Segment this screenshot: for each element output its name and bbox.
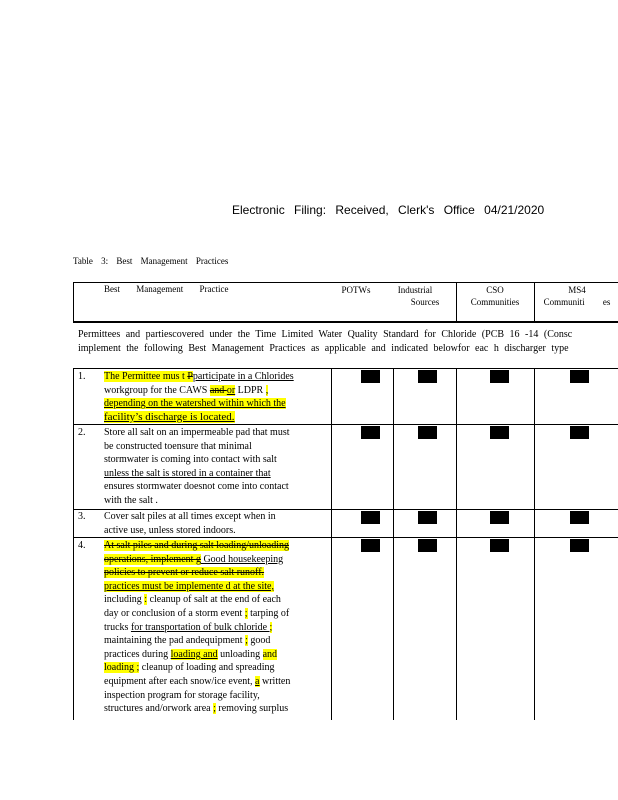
table-header-bottom-border bbox=[73, 321, 618, 323]
column-header-ms4-line1: MS4 bbox=[568, 285, 586, 295]
row-3-ms4-mark bbox=[570, 511, 589, 524]
row-4-cso-mark bbox=[490, 539, 509, 552]
row-4-line-5b: : bbox=[144, 594, 148, 606]
row-2-line-5: ensures stormwater doesnot come into contact bbox=[104, 481, 289, 493]
row-2-number: 2. bbox=[78, 427, 86, 438]
row-1-line-1a: The Permittee mus t bbox=[104, 371, 188, 382]
row-2-line-4: unless the salt is stored in a container that bbox=[104, 467, 271, 479]
row-4-line-2c: Good housekeeping bbox=[200, 553, 284, 565]
row-4-line-13a: structures and/orwork area bbox=[104, 703, 214, 715]
row-2-cso-mark bbox=[490, 426, 509, 439]
column-header-potws: POTWs bbox=[341, 285, 371, 295]
row-2-potws-mark bbox=[361, 426, 380, 439]
row-4-line-12: inspection program for storage facility, bbox=[104, 689, 260, 701]
row-4-line-5a: including bbox=[104, 594, 145, 606]
table-top-border bbox=[73, 282, 618, 283]
row-2-line-6: with the salt . bbox=[104, 494, 158, 506]
row-1-line-2d: LDPR bbox=[235, 384, 266, 396]
row-4-line-11: equipment after each snow/ice event, bbox=[104, 675, 256, 687]
column-header-industrial bbox=[385, 284, 445, 308]
body-left-border bbox=[73, 368, 74, 720]
row-4-ms4-mark bbox=[570, 539, 589, 552]
column-header-ms4-line2: Communiti es bbox=[543, 297, 611, 307]
body-divider-potws bbox=[393, 368, 394, 720]
row-2-line-3: stormwater is coming into contact with salt bbox=[104, 454, 277, 466]
row-4-line-1: At salt piles and during salt loading/unloading bbox=[104, 540, 289, 551]
column-header-industrial-line1: Industrial bbox=[397, 285, 433, 295]
row-3-potws-mark bbox=[361, 511, 380, 524]
row-4-line-9c: unloading bbox=[217, 648, 263, 660]
table-left-border bbox=[73, 282, 74, 322]
row-4-line-2a: operations, implement bbox=[104, 553, 196, 565]
row-3-cso-mark bbox=[490, 511, 509, 524]
body-divider-text bbox=[331, 368, 332, 720]
row-3-number: 3. bbox=[78, 511, 86, 522]
row-4-potws-mark bbox=[361, 539, 380, 552]
intro-line-1: Permittees and partiescovered under the Time Limited Water Quality Standard for Chloride (PCB 16 -14 (Consc bbox=[78, 329, 573, 340]
row-1-line-4: facility’s discharge is located. bbox=[104, 410, 235, 423]
row-2-industrial-mark bbox=[418, 426, 437, 439]
body-divider-industrial bbox=[456, 368, 457, 720]
row-4-line-2b: g bbox=[195, 553, 201, 565]
row-4-line-7a: trucks bbox=[104, 621, 131, 633]
row-4-line-6c: tarping of bbox=[247, 607, 290, 619]
row-1-number: 1. bbox=[78, 371, 86, 382]
row-4-line-11c: written bbox=[259, 675, 291, 687]
electronic-filing-header: Electronic Filing: Received, Clerk's Office 04/21/2020 bbox=[232, 203, 545, 217]
column-header-bmp: Best Management Practice bbox=[104, 284, 229, 294]
row-2-text bbox=[104, 426, 326, 508]
row-4-line-3: policies to prevent or reduce salt runoff. bbox=[104, 567, 265, 579]
intro-bottom-border bbox=[73, 368, 618, 369]
row-1-potws-mark bbox=[361, 370, 380, 383]
body-divider-cso bbox=[534, 368, 535, 720]
column-header-cso bbox=[458, 284, 532, 308]
row-4-line-7b: for transportation of bulk chloride bbox=[130, 621, 270, 633]
column-header-industrial-line2: Sources bbox=[410, 297, 440, 307]
col-divider-1 bbox=[456, 282, 457, 322]
row-1-cso-mark bbox=[490, 370, 509, 383]
row-3-text bbox=[104, 510, 326, 537]
intro-line-2: implement the following Best Management Practices as applicable and indicated belowfor eac h discharger type bbox=[78, 343, 569, 354]
row-4-line-10b: ; bbox=[136, 662, 140, 674]
row-1-line-2e: , bbox=[265, 384, 269, 396]
row-4-line-10c: cleanup of loading and spreading bbox=[139, 662, 275, 674]
column-header-cso-line2: Communities bbox=[470, 297, 520, 307]
row-4-line-9b: loading and bbox=[170, 648, 218, 660]
row-1-ms4-mark bbox=[570, 370, 589, 383]
row-4-line-4: practices must be implemente d at the site, bbox=[104, 580, 274, 592]
row-4-line-10a: loading bbox=[104, 662, 137, 674]
row-1-industrial-mark bbox=[418, 370, 437, 383]
row-4-line-5c: cleanup of salt at the end of each bbox=[147, 594, 281, 606]
row-4-line-6b: ; bbox=[244, 607, 248, 619]
row-4-line-13c: removing surplus bbox=[215, 703, 289, 715]
col-divider-2 bbox=[534, 282, 535, 322]
row-1-line-2b: and bbox=[209, 384, 227, 396]
row-1-line-1c: participate in a Chlorides bbox=[192, 371, 294, 382]
row-4-text bbox=[104, 539, 326, 716]
row-4-line-6a: day or conclusion of a storm event bbox=[104, 607, 245, 619]
intro-paragraph bbox=[78, 328, 618, 356]
row-3-line-1: Cover salt piles at all times except when in bbox=[104, 511, 276, 522]
row-2-ms4-mark bbox=[570, 426, 589, 439]
row-4-line-8c: good bbox=[247, 635, 271, 647]
row-4-industrial-mark bbox=[418, 539, 437, 552]
row-4-number: 4. bbox=[78, 540, 86, 551]
row-4-line-7c: ; bbox=[269, 621, 273, 633]
row-3-industrial-mark bbox=[418, 511, 437, 524]
row-1-line-3: depending on the watershed within which the bbox=[104, 398, 286, 410]
row-2-line-2: be constructed toensure that minimal bbox=[104, 440, 252, 452]
row-1-line-1b: P bbox=[187, 371, 193, 382]
column-header-ms4 bbox=[536, 284, 618, 308]
row-4-line-11b: a bbox=[255, 675, 260, 687]
row-4-line-9d: and bbox=[262, 648, 278, 660]
table-caption: Table 3: Best Management Practices bbox=[73, 256, 229, 266]
row-3-line-2: active use, unless stored indoors. bbox=[104, 524, 236, 536]
row-4-line-8b: ; bbox=[245, 635, 248, 647]
row-4-line-8a: maintaining the pad andequipment bbox=[104, 635, 246, 647]
row-1-line-2a: workgroup for the CAWS bbox=[104, 384, 210, 396]
row-4-line-13b: ; bbox=[213, 703, 216, 715]
row-4-line-9a: practices during bbox=[104, 648, 171, 660]
row-2-line-1: Store all salt on an impermeable pad that must bbox=[104, 427, 290, 438]
row-1-line-2c: or bbox=[226, 384, 236, 396]
column-header-cso-line1: CSO bbox=[486, 285, 504, 295]
row-1-text bbox=[104, 370, 326, 424]
